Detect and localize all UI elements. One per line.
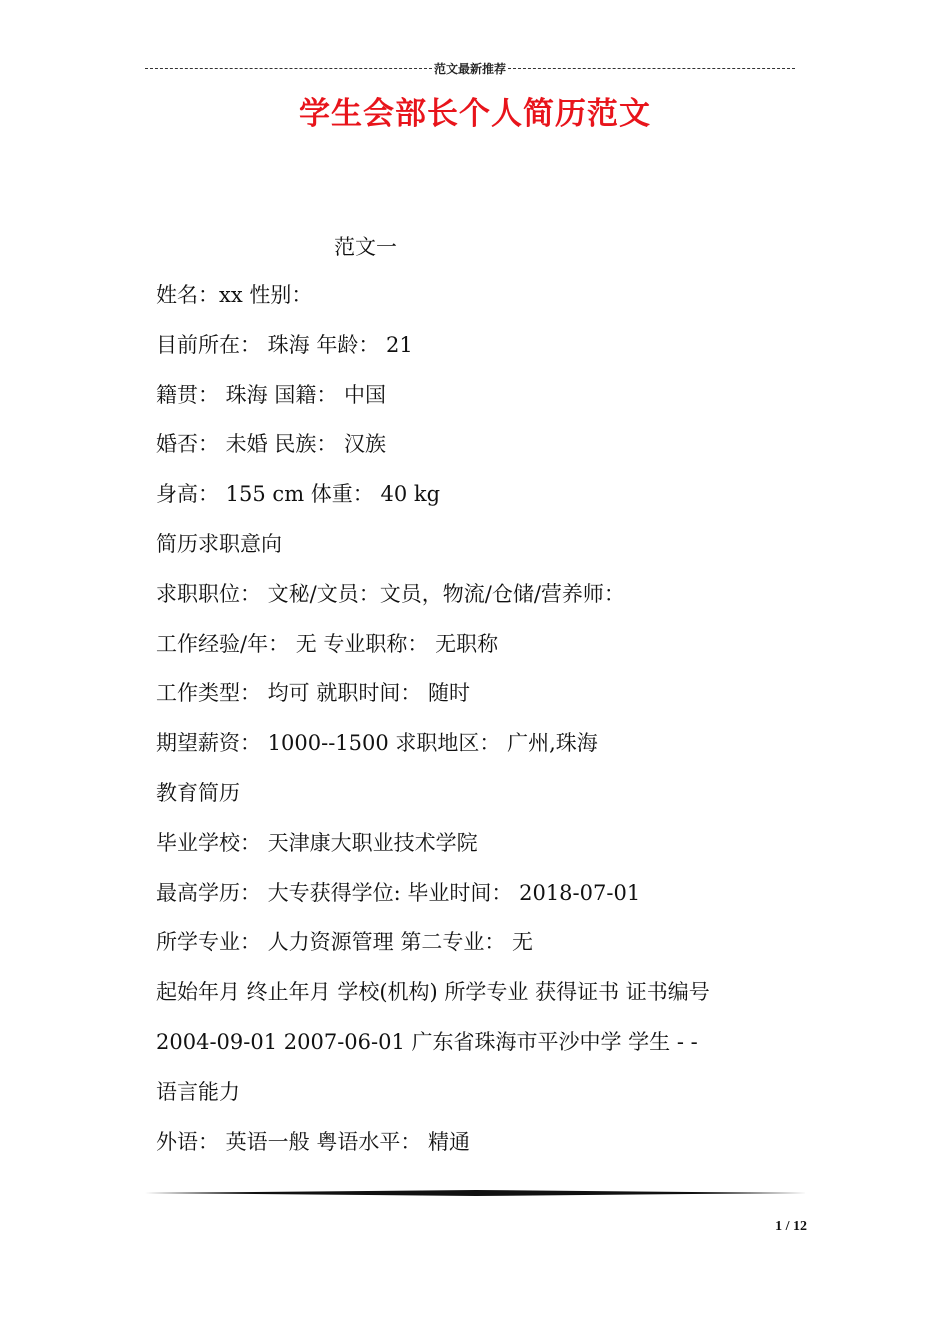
- header-banner-text: 范文最新推荐: [434, 61, 507, 76]
- resume-line: 目前所在： 珠海 年龄： 21: [156, 332, 413, 357]
- page-number: 1 / 12: [775, 1219, 807, 1234]
- resume-line: 期望薪资： 1000--1500 求职地区： 广州,珠海: [156, 731, 598, 756]
- resume-line: 工作类型： 均可 就职时间： 随时: [156, 681, 471, 706]
- resume-section-label: 简历求职意向: [156, 531, 282, 556]
- resume-line: 外语： 英语一般 粤语水平： 精通: [156, 1129, 471, 1154]
- header-dash-left: [145, 68, 432, 69]
- resume-line: 最高学历： 大专获得学位: 毕业时间： 2018-07-01: [156, 880, 641, 905]
- header-dash-right: [508, 68, 795, 69]
- resume-line: 起始年月 终止年月 学校(机构) 所学专业 获得证书 证书编号: [156, 980, 710, 1005]
- resume-line: 身高： 155 cm 体重： 40 kg: [156, 482, 441, 507]
- resume-line: 求职职位： 文秘/文员：文员，物流/仓储/营养师：: [156, 581, 625, 606]
- resume-section-label: 教育简历: [156, 780, 240, 805]
- resume-line: 姓名：xx 性别：: [156, 283, 313, 307]
- resume-line: 2004-09-01 2007-06-01 广东省珠海市平沙中学 学生 - -: [156, 1029, 698, 1054]
- resume-line: 婚否： 未婚 民族： 汉族: [156, 432, 387, 457]
- header-banner: [145, 58, 795, 78]
- document-title: 学生会部长个人简历范文: [299, 96, 651, 132]
- resume-body: [156, 280, 806, 1176]
- resume-line: 籍贯： 珠海 国籍： 中国: [156, 382, 387, 407]
- resume-line: 工作经验/年： 无 专业职称： 无职称: [156, 631, 499, 656]
- resume-section-label: 语言能力: [156, 1079, 240, 1104]
- section-heading: 范文一: [334, 235, 397, 259]
- resume-line: 毕业学校： 天津康大职业技术学院: [156, 830, 478, 855]
- resume-line: 所学专业： 人力资源管理 第二专业： 无: [156, 930, 534, 955]
- footer-rule: [145, 1190, 807, 1196]
